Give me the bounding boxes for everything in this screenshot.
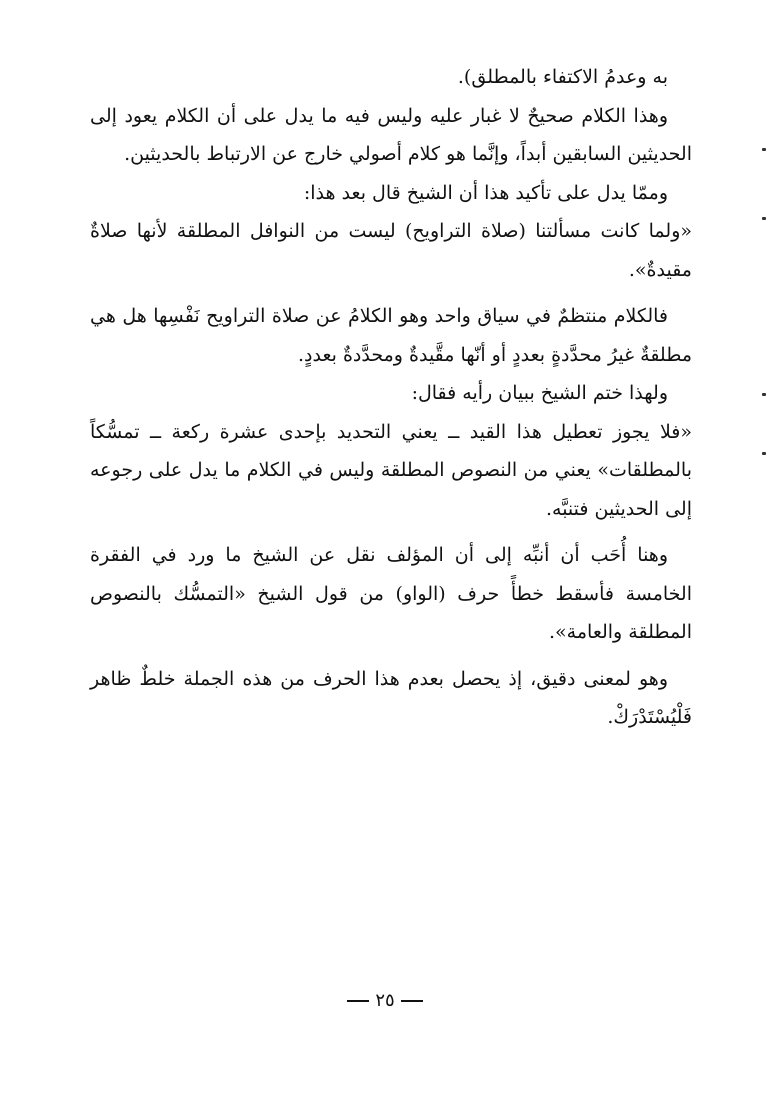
page-number-dash-right [401,1000,423,1002]
scan-speck [762,148,766,151]
paragraph-4-quote: «ولما كانت مسألتنا (صلاة التراويح) ليست من النوافل المطلقة لأنها صلاةٌ مقيدةٌ». [90,220,692,281]
paragraph-9: وهو لمعنى دقيق، إذ يحصل بعدم هذا الحرف من هذه الجملة خلطٌ ظاهر فَلْيُسْتَدْرَكْ. [90,667,692,728]
paragraph-1: به وعدمُ الاكتفاء بالمطلق). [457,66,668,88]
scan-speck [762,393,766,396]
paragraph-7-quote: «فلا يجوز تعطيل هذا القيد ــ يعني التحديد بإحدى عشرة ركعة ــ تمسُّكاً بالمطلقات» يعني من النصوص المطلقة وليس في الكلام ما يدل على رجوعه إلى الحديثين فتنبَّه. [90,420,692,520]
body-text [90,58,692,737]
page-number [0,990,770,1011]
page-number-value: ٢٥ [375,990,395,1011]
paragraph-6: ولهذا ختم الشيخ ببيان رأيه فقال: [411,382,668,404]
paragraph-5: فالكلام منتظمٌ في سياق واحد وهو الكلامُ عن صلاة التراويح نَفْسِها هل هي مطلقةٌ غيرُ محدَّدةٍ بعددٍ أو أنّها مقَّيدةٌ ومحدَّدةٌ بعددٍ. [90,305,692,366]
paragraph-3: وممّا يدل على تأكيد هذا أن الشيخ قال بعد هذا: [303,181,668,204]
paragraph-8: وهنا أُحَب أن أنبِّه إلى أن المؤلف نقل عن الشيخ ما ورد في الفقرة الخامسة فأسقط خطأً حرف (الواو) من قول الشيخ «التمسُّك بالنصوص المطلقة والعامة». [90,544,692,643]
scan-speck [762,217,766,220]
scan-speck [762,452,766,455]
page-number-dash-left [347,1000,369,1002]
paragraph-2: وهذا الكلام صحيحٌ لا غبار عليه وليس فيه ما يدل على أن الكلام يعود إلى الحديثين السابقين أبداً، وإنَّما هو كلام أصولي خارج عن الارتباط بالحديثين. [90,104,692,165]
